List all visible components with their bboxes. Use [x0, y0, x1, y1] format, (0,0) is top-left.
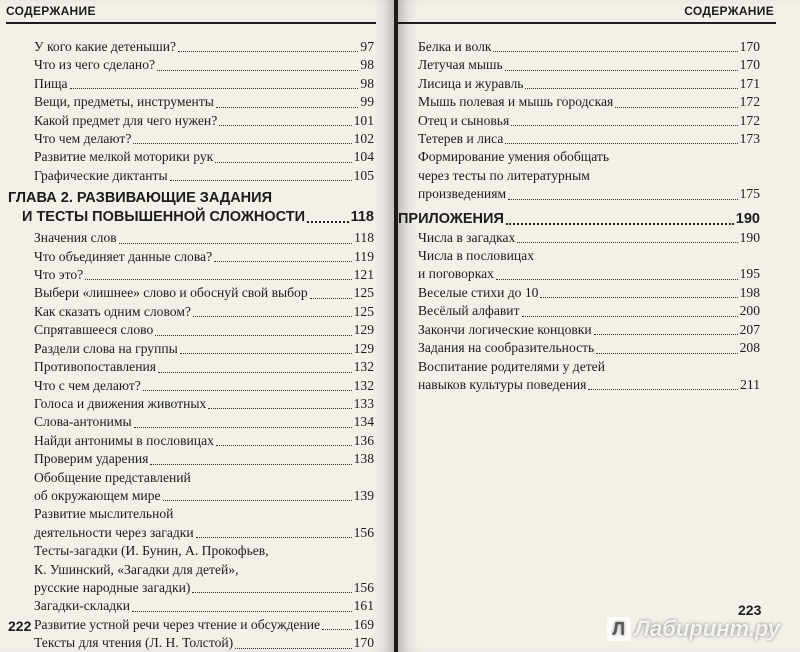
toc-entry-page-number: 104 [353, 149, 374, 165]
leader-dots [596, 353, 737, 354]
toc-entry[interactable] [34, 597, 374, 615]
toc-entry[interactable] [34, 38, 374, 56]
toc-entry-title: Противопоставления [34, 359, 157, 375]
toc-entry-title: Найди антонимы в пословицах [34, 432, 214, 448]
toc-entry-page-number: 98 [360, 57, 374, 73]
toc-entry-page-number: 119 [354, 248, 374, 264]
running-head: СОДЕРЖАНИЕ [6, 4, 96, 18]
toc-entry[interactable] [34, 93, 374, 111]
leader-dots [70, 88, 359, 89]
toc-entry-title: Что это? [34, 267, 84, 283]
toc-entry[interactable] [418, 265, 760, 283]
toc-entry-page-number: 97 [360, 39, 374, 54]
leader-dots [216, 107, 359, 108]
toc-entry-title: Закончи логические концовки [418, 321, 592, 337]
leader-dots [155, 335, 351, 336]
toc-entry[interactable] [34, 130, 374, 148]
leader-dots [310, 298, 352, 299]
leader-dots [208, 408, 351, 409]
toc-entry-title: Тесты-загадки (И. Бунин, А. Прокофьев, [34, 543, 269, 559]
leader-dots [525, 88, 737, 89]
leader-dots [511, 125, 737, 126]
toc-entry-title: Воспитание родителями у детей [418, 358, 605, 374]
toc-entry[interactable] [34, 634, 374, 652]
toc-entry-title: Выбери «лишнее» слово и обоснуй свой выбор [34, 285, 308, 301]
leader-dots [178, 51, 358, 52]
toc-entry[interactable] [34, 524, 374, 542]
toc-entry-page-number: 156 [353, 579, 374, 595]
chapter-heading-line2: И ТЕСТЫ ПОВЫШЕННОЙ СЛОЖНОСТИ [22, 209, 306, 226]
toc-entry-title: Проверим ударения [34, 451, 149, 467]
toc-entry-page-number: 211 [740, 376, 760, 392]
toc-entry-page-number: 134 [353, 414, 374, 430]
toc-entry-title: деятельности через загадки [34, 524, 194, 540]
toc-entry[interactable] [418, 247, 760, 265]
chapter-page-number: 118 [350, 209, 374, 226]
page-number: 223 [738, 602, 762, 618]
toc-entry-title: Что из чего сделано? [34, 57, 156, 73]
leader-dots [157, 70, 358, 71]
toc-entry-title: Графические диктанты [34, 167, 168, 183]
toc-entry-title: Летучая мышь [418, 57, 503, 73]
leader-dots [193, 316, 352, 317]
toc-entry-title: Лисица и журавль [418, 75, 524, 91]
toc-entry-title: Формирование умения обобщать [418, 149, 610, 165]
toc-entry[interactable] [34, 469, 374, 487]
leader-dots [508, 199, 738, 200]
toc-entry-title: К. Ушинский, «Загадки для детей», [34, 561, 239, 577]
watermark [607, 616, 780, 642]
toc-entry[interactable] [34, 579, 374, 597]
toc-entry[interactable] [34, 616, 374, 634]
toc-entry[interactable] [34, 75, 374, 93]
toc-entry[interactable] [418, 229, 760, 247]
toc-entry[interactable] [34, 561, 374, 579]
toc-entry-title: Числа в загадках [418, 229, 516, 245]
toc-entry-title: Белка и волк [418, 39, 492, 54]
leader-dots [506, 223, 734, 225]
leader-dots [192, 592, 351, 593]
toc-entry[interactable] [34, 303, 374, 321]
leader-dots [158, 372, 352, 373]
toc-entry[interactable] [418, 56, 760, 74]
leader-dots [493, 51, 737, 52]
toc-entry-title: Развитие мелкой моторики рук [34, 149, 214, 165]
toc-entry[interactable] [418, 112, 760, 130]
toc-entry[interactable] [418, 93, 760, 111]
toc-entry-title: об окружающем мире [34, 487, 161, 503]
toc-entry-page-number: 156 [353, 524, 374, 540]
leader-dots [505, 143, 737, 144]
toc-entry-page-number: 136 [353, 432, 374, 448]
leader-dots [517, 242, 737, 243]
watermark-logo-icon: Л [607, 617, 631, 641]
toc-entry[interactable] [34, 542, 374, 560]
toc-entry-page-number: 173 [739, 131, 760, 147]
toc-entry-page-number: 99 [360, 94, 374, 110]
toc-entry-page-number: 121 [353, 267, 374, 283]
appendix-title: ПРИЛОЖЕНИЯ [398, 210, 504, 227]
leader-dots [143, 390, 352, 391]
toc-entry-title: Раздели слова на группы [34, 340, 178, 356]
leader-dots [588, 389, 738, 390]
toc-entry-page-number: 125 [353, 285, 374, 301]
leader-dots [134, 427, 352, 428]
toc-entry-title: Что чем делают? [34, 131, 132, 147]
toc-entry-title: Какой предмет для чего нужен? [34, 112, 218, 128]
toc-entry[interactable] [34, 432, 374, 450]
leader-dots [496, 279, 738, 280]
toc-entry[interactable] [34, 148, 374, 166]
toc-entry[interactable] [34, 229, 374, 247]
header-rule [398, 22, 776, 24]
toc-entry[interactable] [418, 302, 760, 320]
toc-entry-page-number: 198 [739, 284, 760, 300]
toc-entry[interactable] [418, 284, 760, 302]
toc-entry-page-number: 139 [353, 487, 374, 503]
leader-dots [307, 221, 349, 223]
toc-entry[interactable] [34, 112, 374, 130]
appendix-heading[interactable] [398, 210, 760, 229]
leader-dots [163, 500, 352, 501]
toc-entry-title: Задания на сообразительность [418, 340, 595, 356]
toc-entry-title: Значения слов [34, 230, 117, 246]
toc-entry-page-number: 98 [360, 75, 374, 91]
toc-entry-page-number: 132 [353, 377, 374, 393]
toc-entry-title: Числа в пословицах [418, 248, 534, 264]
toc-entry-page-number: 161 [353, 598, 374, 614]
toc-entry-title: Весёлый алфавит [418, 303, 520, 319]
leader-dots [170, 180, 352, 181]
toc-entry[interactable] [418, 339, 760, 357]
toc-entry[interactable] [34, 487, 374, 505]
toc-entry-page-number: 200 [739, 303, 760, 319]
toc-entry[interactable] [418, 321, 760, 339]
leader-dots [150, 464, 351, 465]
toc-entry-title: Пища [34, 75, 68, 91]
leader-dots [196, 537, 352, 538]
toc-entry-page-number: 125 [353, 303, 374, 319]
toc-entry-page-number: 138 [353, 451, 374, 467]
toc-entry[interactable] [34, 340, 374, 358]
toc-entry-page-number: 190 [739, 229, 760, 245]
right-page [398, 0, 800, 652]
page-number: 222 [8, 618, 32, 634]
left-page [0, 0, 394, 652]
toc-entry-page-number: 133 [353, 395, 374, 411]
toc-entry[interactable] [34, 450, 374, 468]
toc-entry[interactable] [34, 358, 374, 376]
toc-entry-page-number: 102 [353, 131, 374, 147]
toc-entry-page-number: 129 [353, 340, 374, 356]
toc-entry-title: Что объединяет данные слова? [34, 248, 213, 264]
toc-entry-page-number: 169 [353, 616, 374, 632]
toc-entry-page-number: 195 [739, 266, 760, 282]
toc-entry[interactable] [34, 395, 374, 413]
toc-entry-title: Веселые стихи до 10 [418, 284, 539, 300]
toc-entry-page-number: 208 [739, 340, 760, 356]
toc-entry[interactable] [418, 130, 760, 148]
toc-entry[interactable] [34, 321, 374, 339]
running-head: СОДЕРЖАНИЕ [684, 4, 774, 18]
toc-entry-page-number: 170 [739, 39, 760, 54]
toc-entry[interactable] [34, 167, 374, 185]
leader-dots [219, 125, 351, 126]
leader-dots [216, 445, 352, 446]
header-rule [6, 22, 376, 24]
toc-entry-title: Отец и сыновья [418, 112, 510, 128]
leader-dots [594, 334, 738, 335]
toc-entry[interactable] [418, 75, 760, 93]
toc-entry-title: и поговорках [418, 266, 494, 282]
leader-dots [522, 316, 738, 317]
toc-entry-page-number: 171 [739, 75, 760, 91]
toc-entry[interactable] [418, 148, 760, 166]
leader-dots [322, 629, 352, 630]
toc-entry[interactable] [34, 505, 374, 523]
leader-dots [235, 648, 351, 649]
toc-entry-title: Спрятавшееся слово [34, 322, 154, 338]
toc-entry[interactable] [34, 56, 374, 74]
toc-entry[interactable] [34, 248, 374, 266]
toc-entry-page-number: 172 [739, 112, 760, 128]
toc-entry-page-number: 105 [353, 167, 374, 183]
toc-entry-title: Загадки-складки [34, 598, 131, 614]
toc-entry[interactable] [34, 266, 374, 284]
toc-entry-title: Голоса и движения животных [34, 395, 207, 411]
toc-entry-page-number: 129 [353, 322, 374, 338]
toc-entry[interactable] [418, 376, 760, 394]
leader-dots [132, 611, 352, 612]
toc-entry-title: Слова-антонимы [34, 414, 132, 430]
toc-entry[interactable] [418, 358, 760, 376]
toc-entry-page-number: 118 [354, 230, 374, 246]
leader-dots [215, 162, 351, 163]
toc-entry-page-number: 172 [739, 94, 760, 110]
leader-dots [85, 279, 351, 280]
toc-entry-title: Как сказать одним словом? [34, 303, 191, 319]
chapter-heading[interactable] [8, 189, 374, 227]
toc-list [398, 38, 760, 394]
leader-dots [180, 353, 352, 354]
toc-entry-title: У кого какие детеныши? [34, 39, 177, 54]
toc-entry[interactable] [34, 377, 374, 395]
chapter-heading-line1: ГЛАВА 2. РАЗВИВАЮЩИЕ ЗАДАНИЯ [8, 190, 273, 207]
toc-entry[interactable] [418, 185, 760, 203]
appendix-page-number: 190 [735, 210, 760, 227]
toc-entry-page-number: 170 [353, 635, 374, 651]
toc-entry-title: навыков культуры поведения [418, 376, 587, 392]
toc-entry-page-number: 170 [739, 57, 760, 73]
watermark-text: Лабиринт.ру [634, 616, 780, 641]
toc-entry-title: Что с чем делают? [34, 377, 141, 393]
toc-entry-title: через тесты по литературным [418, 167, 590, 183]
toc-entry-page-number: 101 [353, 112, 374, 128]
toc-entry-title: Развитие устной речи через чтение и обсуждение [34, 616, 321, 632]
toc-entry-title: русские народные загадки) [34, 579, 191, 595]
toc-entry-title: Обобщение представлений [34, 469, 191, 485]
leader-dots [119, 243, 352, 244]
leader-dots [540, 297, 737, 298]
toc-entry-title: Тетерев и лиса [418, 131, 504, 147]
leader-dots [214, 261, 352, 262]
toc-entry-title: Мышь полевая и мышь городская [418, 94, 614, 110]
leader-dots [505, 70, 738, 71]
toc-entry[interactable] [418, 167, 760, 185]
leader-dots [615, 107, 737, 108]
toc-entry[interactable] [34, 413, 374, 431]
toc-entry-page-number: 132 [353, 359, 374, 375]
toc-entry-page-number: 207 [739, 321, 760, 337]
leader-dots [133, 143, 351, 144]
toc-entry-title: Развитие мыслительной [34, 506, 174, 522]
toc-entry-title: произведениям [418, 186, 507, 202]
toc-entry-title: Вещи, предметы, инструменты [34, 94, 214, 110]
toc-entry[interactable] [34, 284, 374, 302]
toc-entry-title: Тексты для чтения (Л. Н. Толстой) [34, 635, 234, 651]
toc-entry[interactable] [418, 38, 760, 56]
toc-entry-page-number: 175 [739, 186, 760, 202]
